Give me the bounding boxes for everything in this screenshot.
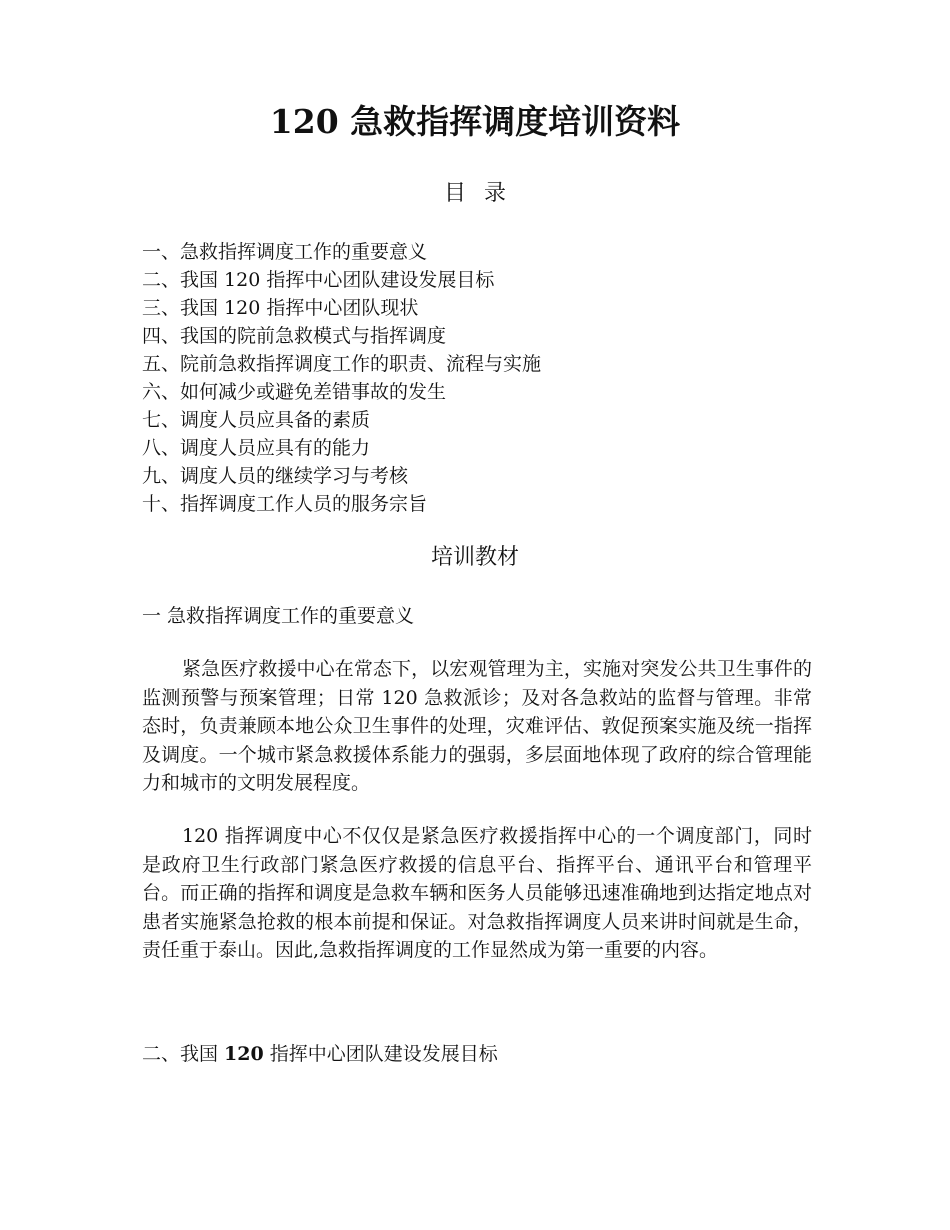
toc-item: 十、指挥调度工作人员的服务宗旨 [142,493,428,515]
paragraph-2: 120 指挥调度中心不仅仅是紧急医疗救援指挥中心的一个调度部门，同时是政府卫生行政部门紧急医疗救援的信息平台、指挥平台、通讯平台和管理平台。而正确的指挥和调度是急救车辆和医务人员能够迅速准确地到达指定地点对患者实施紧急抢救的根本前提和保证。对急救指挥调度人员来讲时间就是生命，责任重于泰山。因此,急救指挥调度的工作显然成为第一重要的内容。 [142,825,812,961]
toc-item: 九、调度人员的继续学习与考核 [142,465,409,487]
toc-item: 四、我国的院前急救模式与指挥调度 [142,325,447,347]
title-number: 120 [269,102,339,141]
toc-heading: 目录 [443,181,524,206]
toc-item: 六、如何减少或避免差错事故的发生 [142,381,447,403]
table-of-contents [142,238,812,518]
toc-item: 八、调度人员应具有的能力 [142,437,371,459]
section-2-prefix: 二、我国 [142,1043,225,1065]
toc-item: 五、院前急救指挥调度工作的职责、流程与实施 [142,353,542,375]
toc-item: 一、急救指挥调度工作的重要意义 [142,241,428,263]
document-title [0,96,950,148]
toc-item: 三、我国 120 指挥中心团队现状 [142,297,419,319]
section-2-suffix: 指挥中心团队建设发展目标 [263,1043,498,1065]
section-2-number: 120 [224,1043,264,1065]
section-2-heading [142,1039,812,1069]
section-heading: 培训教材 [430,545,519,570]
paragraph-1: 紧急医疗救援中心在常态下，以宏观管理为主，实施对突发公共卫生事件的监测预警与预案管理；日常 120 急救派诊；及对各急救站的监督与管理。非常态时，负责兼顾本地公众卫生事件的处理，灾难评估、敦促预案实施及统一指挥及调度。一个城市紧急救援体系能力的强弱，多层面地体现了政府的综合管理能力和城市的文明发展程度。 [142,658,812,794]
title-text: 急救指挥调度培训资料 [338,102,681,141]
toc-item: 七、调度人员应具备的素质 [142,409,371,431]
toc-item: 二、我国 120 指挥中心团队建设发展目标 [142,269,495,291]
section-1-heading: 一 急救指挥调度工作的重要意义 [142,605,415,627]
